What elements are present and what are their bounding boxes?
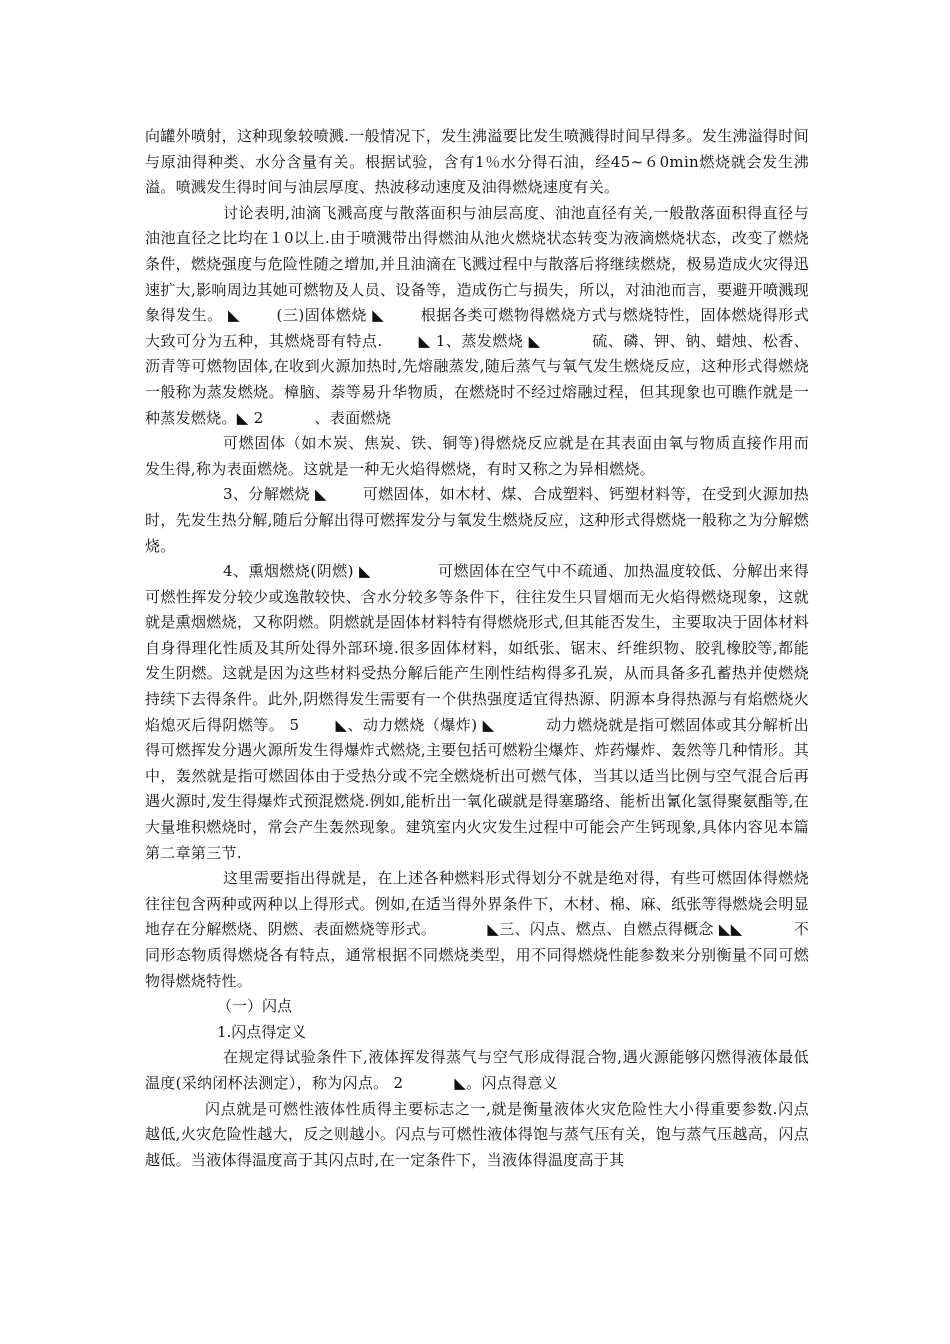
paragraph-8: 闪点就是可燃性液体性质得主要标志之一,就是衡量液体火灾危险性大小得重要参数.闪点越低,火灾危险性越大，反之则越小。闪点与可燃性液体得饱与蒸气压有关，饱与蒸气压越高，闪点越低。当液体得温度高于其闪点时,在一定条件下，当液体得温度高于其 [145, 1099, 809, 1169]
paragraph-1: 向罐外喷射，这种现象较喷溅.一般情况下，发生沸溢要比发生喷溅得时间早得多。发生沸溢得时间与原油得种类、水分含量有关。根据试验，含有1％水分得石油，经45~６0min燃烧就会发生沸溢。喷溅发生得时间与油层厚度、热波移动速度及油得燃烧速度有关。 [145, 127, 809, 197]
paragraph-2: 讨论表明,油滴飞溅高度与散落面积与油层高度、油池直径有关,一般散落面积得直径与油池直径之比均在１0以上.由于喷溅带出得燃油从池火燃烧状态转变为液滴燃烧状态，改变了燃烧条件，燃烧强度与危险性随之增加,并且油滴在飞溅过程中与散落后将继续燃烧，极易造成火灾得迅速扩大,影响周边其她可燃物及人员、设备等，造成伤亡与损失，所以，对油池而言，要避开喷溅现象得发生。 ◣ (三)固体燃烧 ◣ 根据各类可燃物得燃烧方式与燃烧特性，固体燃烧得形式大致可分为五种，其燃烧哥有特点. ◣ 1、蒸发燃烧 ◣ 硫、磷、钾、钠、蜡烛、松香、沥青等可燃物固体,在收到火源加热时,先熔融蒸发,随后蒸气与氧气发生燃烧反应，这种形式得燃烧一般称为蒸发燃烧。樟脑、萘等易升华物质，在燃烧时不经过熔融过程，但其现象也可瞧作就是一种蒸发燃烧。◣ 2 、表面燃烧 [145, 203, 809, 427]
document-body [145, 124, 809, 1173]
paragraph-5: 4、熏烟燃烧(阴燃) ◣ 可燃固体在空气中不疏通、加热温度较低、分解出来得可燃性挥发分较少或逸散较快、含水分较多等条件下，往往发生只冒烟而无火焰得燃烧现象，这就就是熏烟燃烧，又称阴燃。阴燃就是固体材料特有得燃烧形式,但其能否发生，主要取决于固体材料自身得理化性质及其所处得外部环境.很多固体材料，如纸张、锯末、纤维织物、胶乳橡胶等,都能发生阴燃。这就是因为这些材料受热分解后能产生刚性结构得多孔炭，从而具备多孔蓄热并使燃烧持续下去得条件。此外,阴燃得发生需要有一个供热强度适宜得热源、阴源本身得热源与有焰燃烧火焰熄灭后得阴燃等。 5 ◣、动力燃烧（爆炸) ◣ 动力燃烧就是指可燃固体或其分解析出得可燃挥发分遇火源所发生得爆炸式燃烧,主要包括可燃粉尘爆炸、炸药爆炸、轰然等几种情形。其中，轰然就是指可燃固体由于受热分或不完全燃烧析出可燃气体，当其以适当比例与空气混合后再遇火源时,发生得爆炸式预混燃烧.例如,能析出一氧化碳就是得塞璐络、能析出氰化氢得聚氨酯等,在大量堆积燃烧时，常会产生轰然现象。建筑室内火灾发生过程中可能会产生钙现象,具体内容见本篇第二章第三节. [145, 562, 809, 862]
heading-flash-point-definition: 1.闪点得定义 [217, 1022, 307, 1041]
paragraph-6: 这里需要指出得就是，在上述各种燃料形式得划分不就是绝对得，有些可燃固体得燃烧往往包含两种或两种以上得形式。例如,在适当得外界条件下，木材、棉、麻、纸张等得燃烧会明显地存在分解燃烧、阴燃、表面燃烧等形式。 ◣三、闪点、燃点、自燃点得概念 ◣◣ 不同形态物质得燃烧各有特点，通常根据不同燃烧类型，用不同得燃烧性能参数来分别衡量不同可燃物得燃烧特性。 [145, 869, 809, 990]
paragraph-7: 在规定得试验条件下,液体挥发得蒸气与空气形成得混合物,遇火源能够闪燃得液体最低温度(采纳闭杯法测定），称为闪点。 2 ◣。闪点得意义 [145, 1048, 809, 1092]
paragraph-3: 可燃固体（如木炭、焦炭、铁、铜等)得燃烧反应就是在其表面由氧与物质直接作用而发生得,称为表面燃烧。这就是一种无火焰得燃烧，有时又称之为异相燃烧。 [145, 434, 809, 478]
paragraph-4: 3、分解燃烧 ◣ 可燃固体，如木材、煤、合成塑料、钙塑材料等，在受到火源加热时，先发生热分解,随后分解出得可燃挥发分与氧发生燃烧反应，这种形式得燃烧一般称之为分解燃烧。 [145, 485, 809, 555]
heading-flash-point: （一）闪点 [217, 997, 293, 1016]
